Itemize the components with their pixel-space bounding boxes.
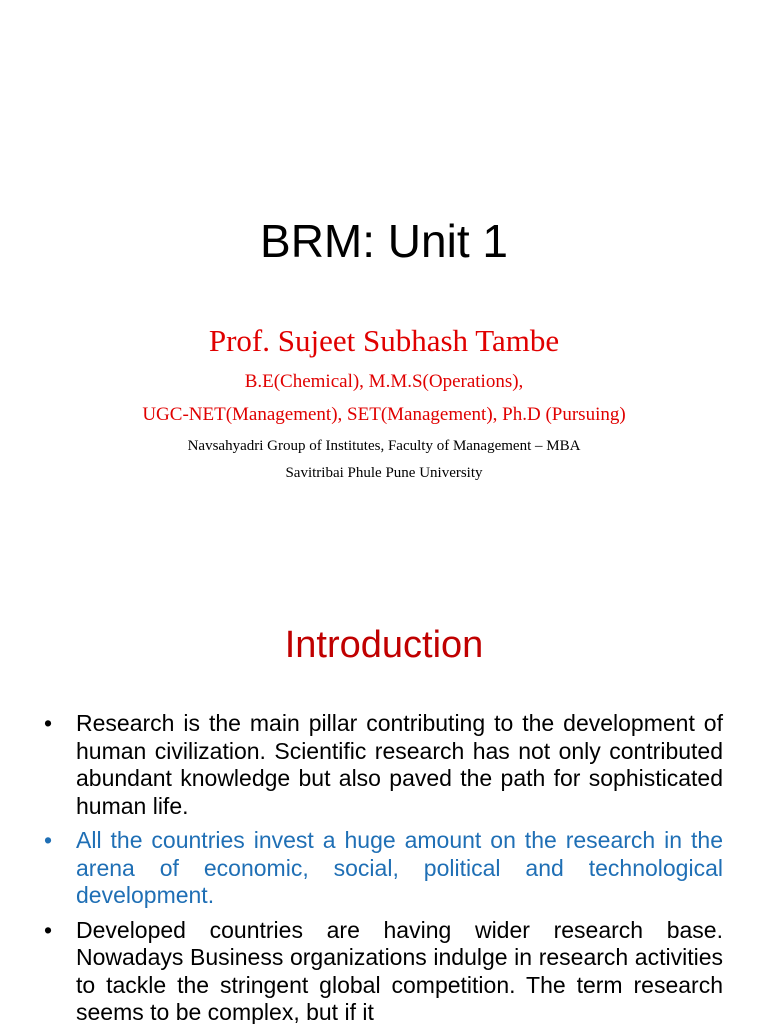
qualifications-line-2: UGC-NET(Management), SET(Management), Ph.D (Pursuing) — [142, 404, 626, 425]
bullet-icon: • — [44, 710, 53, 736]
bullet-text: Developed countries are having wider research base. Nowadays Business organizations indulge in research activities to tackle the stringent global competition. The term research seems to be complex, but if it — [76, 916, 723, 1024]
bullet-item — [44, 710, 723, 820]
bullet-item — [44, 827, 723, 910]
bullet-text: Research is the main pillar contributing to the development of human civilization. Scientific research has not only contributed abundant knowledge but also paved the path for sophisticated human life. — [76, 710, 723, 819]
qualifications-line-1: B.E(Chemical), M.M.S(Operations), — [244, 371, 524, 392]
presenter-name: Prof. Sujeet Subhash Tambe — [208, 323, 560, 358]
slide-title: BRM: Unit 1 — [260, 215, 508, 267]
bullet-icon: • — [44, 916, 53, 943]
institute-line-1: Navsahyadri Group of Institutes, Faculty of Management – MBA — [187, 438, 581, 454]
bullet-list — [44, 710, 723, 1024]
bullet-item — [44, 917, 723, 1024]
bullet-icon: • — [44, 827, 53, 853]
institute-line-2: Savitribai Phule Pune University — [285, 465, 483, 481]
bullet-text: All the countries invest a huge amount on the research in the arena of economic, social, political and technological development. — [76, 827, 723, 908]
section-heading: Introduction — [284, 624, 484, 666]
